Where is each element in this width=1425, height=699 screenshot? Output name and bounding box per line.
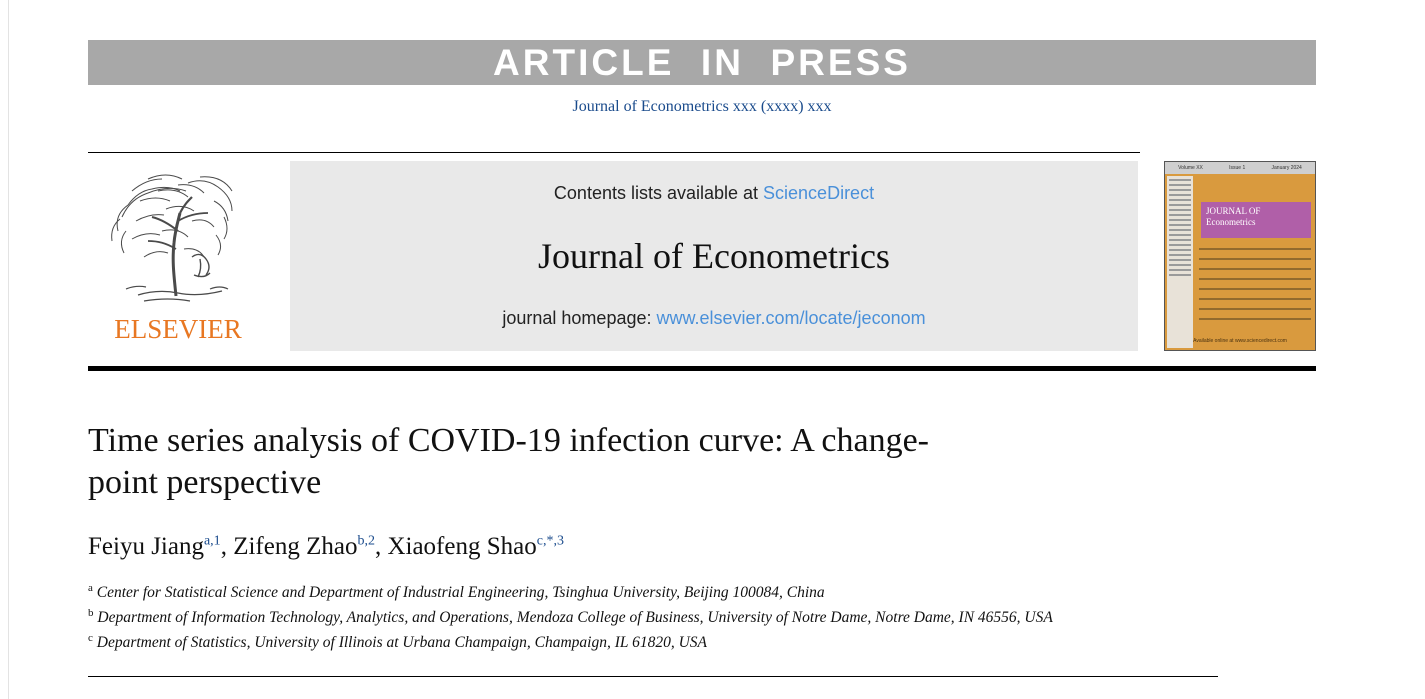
affiliation-item <box>88 578 1218 603</box>
journal-cover-thumbnail <box>1164 161 1316 351</box>
sciencedirect-link[interactable]: ScienceDirect <box>763 183 875 203</box>
affiliation-mark: c <box>88 632 93 645</box>
cover-contents-lines <box>1199 248 1311 328</box>
journal-homepage-line <box>502 308 925 329</box>
affiliation-item <box>88 603 1218 628</box>
affiliation-mark: a <box>88 582 93 594</box>
author-name: Feiyu Jiang <box>88 533 204 560</box>
masthead-bottom-rule <box>88 366 1316 371</box>
cover-volume-label: Volume XX <box>1178 165 1203 171</box>
author-entry <box>387 533 564 560</box>
cover-bottom-text: Available online at www.sciencedirect.com <box>1193 338 1287 344</box>
contents-available-line <box>554 183 874 204</box>
cover-date-label: January 2024 <box>1271 165 1302 171</box>
journal-homepage-link[interactable]: www.elsevier.com/locate/jeconom <box>656 308 926 328</box>
article-in-press-label: ARTICLE IN PRESS <box>493 41 911 83</box>
author-separator: , <box>374 533 388 560</box>
author-separator: , <box>220 533 234 560</box>
affiliation-list <box>88 578 1218 653</box>
elsevier-wordmark: ELSEVIER <box>114 314 242 344</box>
author-entry <box>88 533 233 560</box>
author-marks: a,1 <box>203 533 221 549</box>
journal-masthead <box>88 153 1316 356</box>
cover-issue-label: Issue 1 <box>1229 165 1246 171</box>
cover-logo-line2: Econometrics <box>1206 217 1256 227</box>
article-in-press-banner <box>88 40 1316 85</box>
page-left-margin <box>0 0 9 699</box>
journal-reference-line: Journal of Econometrics xxx (xxxx) xxx <box>572 98 832 115</box>
journal-homepage-prefix: journal homepage: <box>502 308 657 328</box>
affiliation-text: Department of Statistics, University of Illinois at Urbana Champaign, Champaign, IL 61820, USA <box>96 634 708 652</box>
affiliation-mark: b <box>88 607 94 620</box>
cover-sidebar-index <box>1167 176 1193 348</box>
author-list <box>88 533 1188 561</box>
cover-logo-line1: JOURNAL OF <box>1206 206 1261 216</box>
affiliation-text: Center for Statistical Science and Department of Industrial Engineering, Tsinghua University, Beijing 100084, China <box>96 584 825 602</box>
article-title: Time series analysis of COVID-19 infection curve: A change-point perspective <box>88 422 930 501</box>
author-marks: c,*,3 <box>536 533 564 549</box>
affiliation-bottom-rule <box>88 676 1218 677</box>
cover-top-bar <box>1165 162 1315 174</box>
affiliation-item <box>88 628 1218 653</box>
journal-title: Journal of Econometrics <box>538 236 890 276</box>
author-name: Xiaofeng Shao <box>387 533 537 560</box>
elsevier-logo <box>88 161 268 351</box>
contents-available-prefix: Contents lists available at <box>553 183 764 203</box>
cover-journal-logo <box>1201 202 1311 238</box>
author-marks: b,2 <box>357 533 375 549</box>
author-entry <box>233 533 387 560</box>
elsevier-tree-icon <box>88 161 268 321</box>
author-name: Zifeng Zhao <box>233 533 358 560</box>
affiliation-text: Department of Information Technology, Analytics, and Operations, Mendoza College of Business, University of Notre Dame, Notre Dame, IN 46556, USA <box>97 609 1053 627</box>
contents-banner <box>290 161 1138 351</box>
